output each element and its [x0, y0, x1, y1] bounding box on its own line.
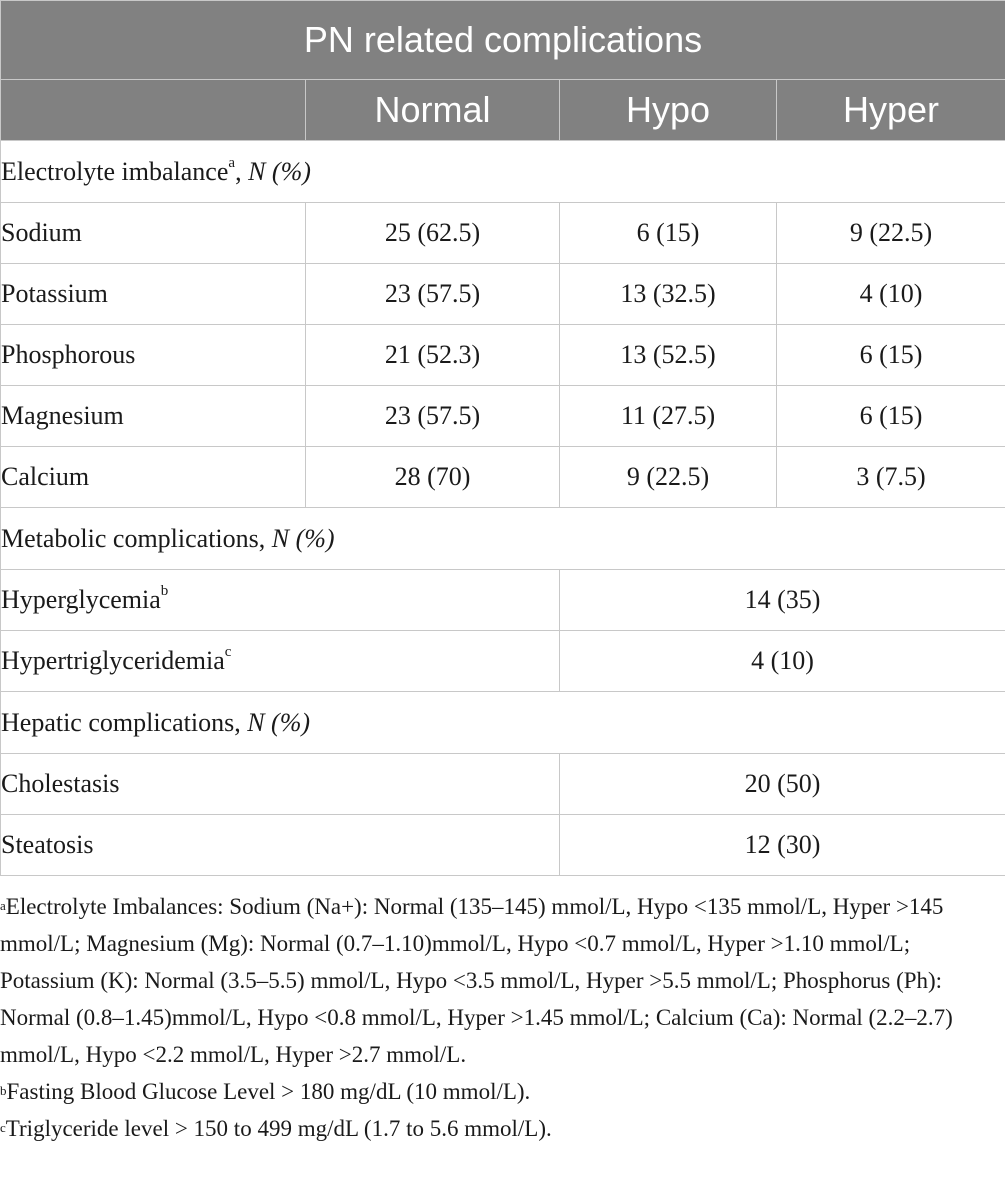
cell-hyper: 4 (10) — [777, 264, 1005, 325]
row-label-cell — [1, 631, 560, 692]
cell-normal: 28 (70) — [306, 447, 560, 508]
table-title: PN related complications — [1, 1, 1005, 80]
section-hepatic-complications: Hepatic complications, N (%) — [1, 692, 1005, 754]
section-label: Hepatic complications — [1, 707, 235, 737]
footnote-mark: b — [160, 583, 169, 599]
table-row-cholestasis — [1, 754, 1005, 815]
table-row-hyperglycemia — [1, 570, 1005, 631]
footnote-b — [0, 1073, 990, 1110]
row-label: Phosphorous — [1, 325, 306, 386]
cell-value: 12 (30) — [560, 815, 1005, 876]
row-label: Potassium — [1, 264, 306, 325]
table-row-calcium — [1, 447, 1005, 508]
cell-hypo: 6 (15) — [560, 203, 777, 264]
column-header-blank — [1, 80, 306, 141]
footnote-mark: b — [0, 1083, 7, 1098]
table-row-phosphorous — [1, 325, 1005, 386]
footnote-a — [0, 888, 990, 1073]
column-header-hypo: Hypo — [560, 80, 777, 141]
cell-value: 14 (35) — [560, 570, 1005, 631]
cell-hypo: 13 (52.5) — [560, 325, 777, 386]
section-label: Metabolic complications — [1, 523, 259, 553]
cell-hypo: 9 (22.5) — [560, 447, 777, 508]
table-row-magnesium — [1, 386, 1005, 447]
column-header-normal: Normal — [306, 80, 560, 141]
cell-normal: 25 (62.5) — [306, 203, 560, 264]
row-label: Steatosis — [1, 815, 560, 876]
row-label-cell — [1, 570, 560, 631]
footnote-text: Electrolyte Imbalances: Sodium (Na+): Normal (135–145) mmol/L, Hypo <135 mmol/L, Hyper >145 mmol/L; Magnesium (Mg): Normal (0.7–1.10)mmol/L, Hypo <0.7 mmol/L, Hyper >1.10 mmol/L; Potassium (K): Normal (3.5–5.5) mmol/L, Hypo <3.5 mmol/L, Hyper >5.5 mmol/L; Phosphorus (Ph): Normal (0.8–1.45)mmol/L, Hypo <0.8 mmol/L, Hyper >1.45 mmol/L; Calcium (Ca): Normal (2.2–2.7) mmol/L, Hypo <2.2 mmol/L, Hyper >2.7 mmol/L. — [0, 894, 953, 1067]
footnote-mark: a — [0, 898, 6, 913]
footnote-mark: c — [0, 1120, 6, 1135]
cell-value: 4 (10) — [560, 631, 1005, 692]
column-header-hyper: Hyper — [777, 80, 1005, 141]
table-row-sodium — [1, 203, 1005, 264]
row-label: Hyperglycemia — [1, 585, 161, 614]
row-label: Magnesium — [1, 386, 306, 447]
cell-value: 20 (50) — [560, 754, 1005, 815]
footnote-mark: a — [228, 154, 236, 171]
footnote-text: Triglyceride level > 150 to 499 mg/dL (1.7 to 5.6 mmol/L). — [5, 1116, 552, 1141]
cell-normal: 23 (57.5) — [306, 386, 560, 447]
section-unit: N (%) — [248, 156, 311, 186]
section-electrolyte-imbalance: Electrolyte imbalance$^a$, N (%) — [1, 141, 1005, 203]
footnote-mark: c — [224, 644, 232, 660]
cell-hyper: 9 (22.5) — [777, 203, 1005, 264]
cell-hypo: 11 (27.5) — [560, 386, 777, 447]
table-row-hypertriglyceridemia — [1, 631, 1005, 692]
row-label: Hypertriglyceridemia — [1, 646, 225, 675]
section-unit: N (%) — [247, 707, 311, 737]
cell-normal: 23 (57.5) — [306, 264, 560, 325]
section-metabolic-complications: Metabolic complications, N (%) — [1, 508, 1005, 570]
row-label: Sodium — [1, 203, 306, 264]
cell-hypo: 13 (32.5) — [560, 264, 777, 325]
footnote-c — [0, 1110, 990, 1147]
row-label: Calcium — [1, 447, 306, 508]
table-row-potassium — [1, 264, 1005, 325]
cell-hyper: 3 (7.5) — [777, 447, 1005, 508]
row-label: Cholestasis — [1, 754, 560, 815]
footnote-text: Fasting Blood Glucose Level > 180 mg/dL (10 mmol/L). — [6, 1079, 531, 1104]
section-unit: N (%) — [271, 523, 335, 553]
section-label: Electrolyte imbalance — [1, 156, 229, 186]
cell-normal: 21 (52.3) — [306, 325, 560, 386]
footnotes — [0, 888, 990, 1147]
cell-hyper: 6 (15) — [777, 325, 1005, 386]
table-row-steatosis — [1, 815, 1005, 876]
cell-hyper: 6 (15) — [777, 386, 1005, 447]
